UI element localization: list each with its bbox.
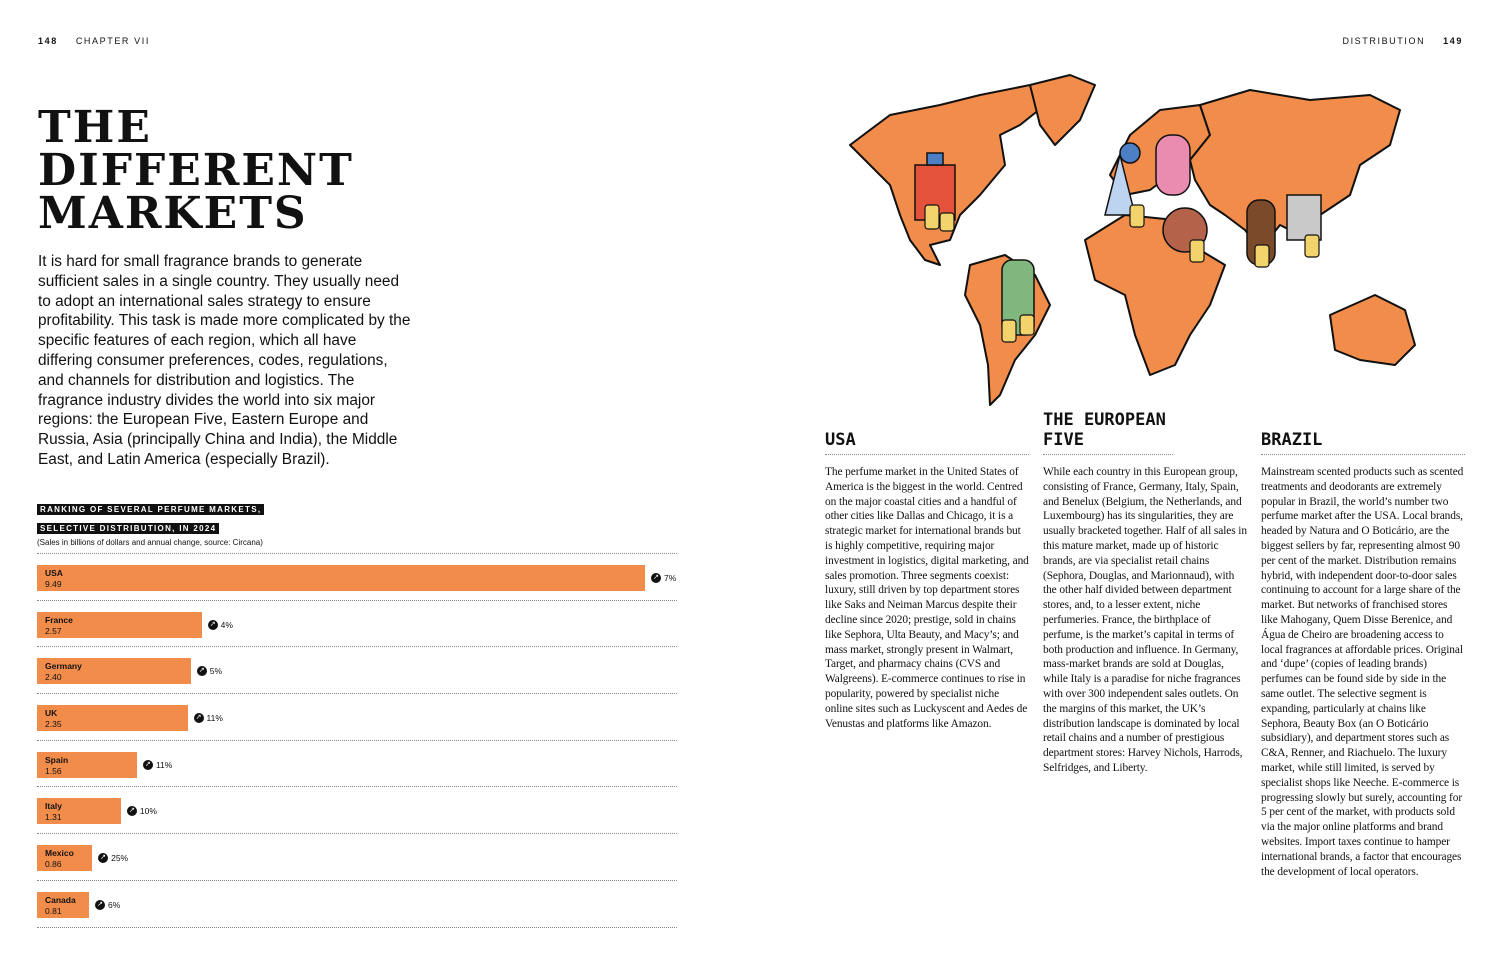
- arrow-up-right-icon: ↗: [651, 573, 661, 583]
- column-usa: [825, 405, 1029, 731]
- bar-value: 9.49: [45, 579, 62, 589]
- chart-title: RANKING OF SEVERAL PERFUME MARKETS,: [37, 504, 264, 515]
- bar-label: UK: [45, 708, 58, 719]
- arrow-up-right-icon: ↗: [197, 666, 207, 676]
- title-line: THE: [38, 102, 152, 153]
- chart-title: SELECTIVE DISTRIBUTION, IN 2024: [37, 523, 219, 534]
- bar-label: Canada: [45, 894, 76, 905]
- column-brazil: [1261, 405, 1465, 879]
- change-label: [143, 760, 172, 770]
- change-label: [98, 853, 128, 863]
- column-heading: USA: [825, 405, 1029, 455]
- column-european-five: [1043, 405, 1247, 776]
- bar-label: France: [45, 614, 73, 625]
- world-map: [830, 65, 1450, 435]
- bar: [37, 612, 202, 638]
- bar: [37, 892, 89, 918]
- title-line: MARKETS: [38, 188, 308, 239]
- bar-row: [37, 600, 677, 647]
- bar-row: [37, 646, 677, 693]
- column-text: The perfume market in the United States of America is the biggest in the world. Centred on the major coastal cities and a handful of other cities like Dallas and Chicago, it is a strategic market for international brands but is highly competitive, requiring major investment in logistics, digital marketing, and sales promotion. Three segments coexist: luxury, still driven by top department stores like Saks and Neiman Marcus despite their decline since 2020; prestige, sold in chains like Sephora, Ulta Beauty, and Macy’s; and mass market, strongly present in Walmart, Target, and pharmacy chains (CVS and Walgreens). E-commerce continues to rise in popularity, powered by specialist niche online sites such as Luckyscent and Aedes de Venustas and platforms like Amazon.: [825, 466, 1029, 730]
- bar-row: [37, 833, 677, 880]
- column-heading: THE EUROPEAN FIVE: [1043, 405, 1173, 455]
- arrow-up-right-icon: ↗: [98, 853, 108, 863]
- greenland: [1030, 75, 1095, 145]
- page-title: [38, 102, 354, 239]
- chart-subtitle: (Sales in billions of dollars and annual change, source: Circana): [37, 538, 263, 547]
- bar: [37, 752, 137, 778]
- title-line: DIFFERENT: [38, 145, 354, 196]
- change-value: 11%: [155, 759, 173, 770]
- change-value: 7%: [664, 573, 677, 583]
- bar: [37, 565, 645, 591]
- chart-header: [37, 499, 264, 547]
- intro-text: It is hard for small fragrance brands to generate sufficient sales in a single country. They usually need to adopt an international sales strategy to ensure profitability. This task is made more complicated by the specific features of each region, which all have differing consumer preferences, codes, regulations, and channels for distribution and logistics. The fragrance industry divides the world into six major regions: the European Five, Eastern Europe and Russia, Asia (principally China and India), the Middle East, and Latin America (especially Brazil).: [38, 253, 411, 468]
- bar-label: Germany: [45, 661, 82, 672]
- bar-label: Mexico: [45, 848, 74, 859]
- bar-row: [37, 693, 677, 740]
- right-folio: [1342, 36, 1463, 46]
- change-label: [194, 713, 223, 723]
- bar-chart: [37, 553, 677, 928]
- column-text: Mainstream scented products such as scented treatments and deodorants are extremely popular in Brazil, the world’s number two perfume market after the USA. Local brands, headed by Natura and O Boticário, are the biggest sellers by far, representing almost 90 per cent of the market. Distribution remains hybrid, with independent door-to-door sales continuing to account for a large share of the market. But networks of franchised stores like Mahogany, Quem Disse Berenice, and Água de Cheiro are broadening access to local fragrances at affordable prices. Original and ‘dupe’ (copies of leading brands) perfumes can be found side by side in the same outlet. The selective segment is expanding, particularly at chains like Sephora, Beauty Box (an O Boticário subsidiary), and department stores such as C&A, Renner, and Riachuelo. The luxury market, while still limited, is served by specialist shops like Neeche. E-commerce is progressing slowly but surely, accounting for 5 per cent of the market, with products sold via the major online platforms and brand websites. Import taxes continue to hamper international brands, a factor that encourages the development of local operators.: [1261, 466, 1464, 878]
- column-text: While each country in this European group, consisting of France, Germany, Italy, Spain, and Benelux (Belgium, the Netherlands, and Luxembourg) has its singularities, they are usually bracketed together. Half of all sales in this mature market, made up of historic brands, are via specialist retail chains (Sephora, Douglas, and Marionnaud), with the other half divided between department stores, and, to a lesser extent, niche perfumeries. France, the birthplace of perfume, is the market’s capital in terms of both production and influence. In Germany, mass-market brands are sold at Douglas, while Italy is a paradise for niche fragrances with over 300 independent sales outlets. On the margins of this market, the UK’s distribution landscape is dominated by local retail chains and a number of prestigious department stores: Harvey Nichols, Harrods, Selfridges, and Liberty.: [1043, 466, 1247, 774]
- bar-value: 2.40: [45, 672, 62, 683]
- bar-label: Spain: [45, 754, 69, 765]
- arrow-up-right-icon: ↗: [143, 760, 153, 770]
- left-folio: [38, 36, 150, 46]
- bar-row: [37, 740, 677, 787]
- change-value: 6%: [108, 899, 121, 910]
- bar-value: 1.31: [45, 812, 62, 823]
- bar: [37, 705, 188, 731]
- arrow-up-right-icon: ↗: [208, 620, 218, 630]
- arrow-up-right-icon: ↗: [194, 713, 204, 723]
- bar-label: Italy: [45, 801, 63, 812]
- change-value: 11%: [206, 713, 223, 724]
- change-label: [651, 573, 676, 583]
- change-label: [95, 900, 120, 910]
- arrow-up-right-icon: ↗: [95, 900, 105, 910]
- bar: [37, 845, 92, 871]
- bar-value: 0.81: [45, 905, 62, 916]
- change-value: 4%: [220, 619, 233, 630]
- change-value: 5%: [209, 666, 223, 677]
- bar-value: 2.57: [45, 625, 62, 636]
- bar: [37, 658, 191, 684]
- change-value: 25%: [111, 853, 129, 864]
- bar-label: USA: [45, 568, 63, 578]
- bar-row: [37, 786, 677, 833]
- bar-row: [37, 880, 677, 927]
- change-value: 10%: [139, 806, 157, 817]
- change-label: [127, 806, 157, 816]
- australia: [1330, 295, 1415, 365]
- arrow-up-right-icon: ↗: [127, 806, 137, 816]
- bar-value: 2.35: [45, 719, 62, 730]
- bar: [37, 798, 121, 824]
- page-number: 148: [38, 36, 58, 46]
- page-number: 149: [1443, 36, 1463, 46]
- bar-value: 1.56: [45, 765, 62, 776]
- bar-row: [37, 553, 677, 600]
- bar-value: 0.86: [45, 859, 62, 870]
- change-label: [197, 666, 222, 676]
- divider: [37, 927, 677, 928]
- change-label: [208, 620, 233, 630]
- section-label: DISTRIBUTION: [1342, 36, 1426, 46]
- column-heading: BRAZIL: [1261, 405, 1465, 455]
- chapter-label: CHAPTER VII: [75, 36, 150, 46]
